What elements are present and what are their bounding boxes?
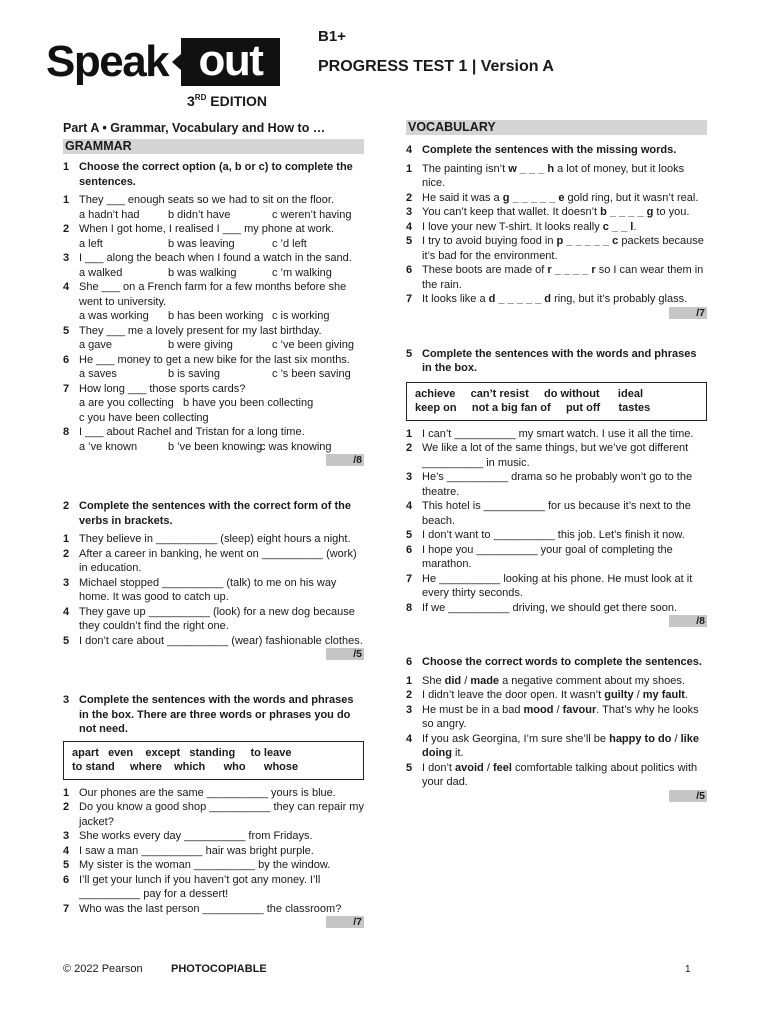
edition-label [187,93,267,109]
list-item [63,800,364,829]
item-text: I hope you __________ your goal of completing the marathon. [422,543,673,570]
choice-separator: / [483,761,493,774]
item-text: ring, but it’s probably glass. [551,293,688,305]
item-number: 5 [406,761,413,774]
option-c[interactable]: c ’d left [272,237,307,250]
list-item [406,220,707,235]
item-text: He’s __________ drama so he probably won’t go to the theatre. [422,471,693,498]
item-number: 7 [63,382,70,395]
item-number: 7 [406,572,413,585]
list-item [63,532,364,547]
question-number: 5 [406,347,413,360]
item-text: If you ask Georgina, I’m sure she’ll be [422,732,610,745]
item-text: He said it was a [422,191,503,204]
score-box: /8 [669,615,707,627]
option-a[interactable]: a are you collecting [79,397,174,409]
question-4-instruction [406,143,707,158]
list-item [63,324,364,339]
word-choice[interactable]: like doing [422,732,699,759]
option-a[interactable]: a hadn’t had [79,208,140,221]
item-number: 3 [63,576,70,589]
list-item [406,470,707,499]
question-number: 4 [406,144,413,156]
question-5-instruction [406,347,707,376]
list-item [63,222,364,237]
item-number: 2 [406,442,413,454]
word-box-line: achieve can’t resist do without ideal [415,387,644,400]
test-title: PROGRESS TEST 1 | Version A [318,58,554,75]
options [63,396,364,425]
score-box: /7 [669,307,707,319]
question-2-items [63,532,364,648]
item-text: . [684,689,688,701]
list-item [406,162,707,191]
item-text: packets because it’s bad for the environment. [422,235,704,262]
right-column [406,120,707,802]
left-column [63,120,364,928]
score-box: /8 [326,454,364,466]
word-choice[interactable]: mood [523,703,554,716]
item-number: 5 [63,324,70,337]
missing-word-hint: r _ _ _ _ r [547,264,596,276]
choice-separator: / [633,689,643,701]
list-item [63,902,364,917]
list-item [63,858,364,873]
item-number: 1 [63,786,70,799]
list-item [406,732,707,761]
option-b[interactable]: b were giving [168,339,233,351]
item-text: to you. [653,206,690,218]
item-number: 4 [63,844,70,857]
missing-word-hint: d _ _ _ _ _ d [488,293,552,305]
item-number: 3 [406,471,413,483]
item-number: 4 [406,500,413,512]
options [63,338,364,353]
item-text: We like a lot of the same things, but we’ve got different __________ in music. [422,442,689,469]
edition-superscript: RD [194,93,207,102]
item-text: . That’s why he looks so angry. [422,703,699,730]
option-b[interactable]: b didn’t have [168,208,231,221]
list-item [63,193,364,208]
item-text: When I got home, I realised I ___ my phone at work. [79,223,334,235]
item-text: They ___ enough seats so we had to sit on the floor. [79,194,335,206]
q1-item [63,280,364,324]
list-item [406,543,707,572]
edition-number: 3 [187,93,195,109]
item-number: 4 [406,220,413,233]
option-c[interactable]: c is working [272,310,330,322]
item-text: it. [451,747,464,759]
list-item [63,547,364,576]
item-number: 6 [63,353,70,366]
question-5-items [406,427,707,616]
item-number: 3 [406,206,413,218]
option-b[interactable]: b ’ve been knowing [168,440,263,453]
question-6-instruction [406,655,707,670]
word-box-line: to stand where which who whose [72,761,299,773]
list-item [406,499,707,528]
instruction-text: Complete the sentences with the correct form of the verbs in brackets. [79,500,351,527]
instruction-text: Complete the sentences with the words and phrases in the box. [422,347,697,374]
item-number: 1 [63,533,70,545]
word-choice[interactable]: made [470,674,500,687]
option-c[interactable]: c you have been collecting [79,411,209,424]
option-a[interactable]: a gave [79,339,113,351]
item-text: I don’t [422,761,456,774]
question-3-items [63,786,364,917]
item-text: He must be in a bad [422,703,524,716]
q1-item [63,324,364,353]
item-number: 2 [63,801,70,813]
option-b[interactable]: b is saving [168,368,220,380]
item-text: She ___ on a French farm for a few months before she went to university. [79,281,347,308]
word-box [63,741,364,780]
item-text: I didn’t leave the door open. It wasn’t [422,689,605,701]
speakout-logo [46,38,280,88]
option-a[interactable]: a was working [79,310,149,322]
item-number: 2 [63,547,70,560]
item-text: I ___ along the beach when I found a watch in the sand. [79,252,352,264]
question-1-items [63,193,364,382]
item-text: I don’t care about __________ (wear) fashionable clothes. [79,634,363,647]
item-text: I’ll get your lunch if you haven’t got any money. I’ll __________ pay for a dessert! [79,873,321,900]
question-number: 6 [406,656,413,668]
option-b[interactable]: b has been working [168,310,264,322]
missing-word-hint: c _ _ l [602,220,634,233]
list-item [406,205,707,220]
list-item [406,601,707,616]
instruction-text: Choose the correct words to complete the sentences. [422,656,702,668]
item-number: 4 [63,605,70,618]
options [63,309,364,324]
options [63,367,364,382]
logo-out-badge: out [181,38,280,86]
option-a[interactable]: a ’ve known [79,440,138,453]
missing-word-hint: w _ _ _ h [508,162,555,175]
item-text: I try to avoid buying food in [422,235,557,247]
question-2-instruction [63,499,364,528]
item-text: Michael stopped __________ (talk) to me on his way home. It was good to catch up. [79,576,337,603]
question-1-instruction [63,160,364,189]
item-text: I don’t want to __________ this job. Let’s finish it now. [422,529,685,541]
word-box-line: keep on not a big fan of put off tastes [415,402,651,414]
score-box: /7 [326,916,364,928]
list-item [63,280,364,309]
list-item [406,761,707,790]
page-number: 1 [685,964,691,975]
options [63,440,364,455]
word-choice[interactable]: did [444,674,462,687]
item-text: a lot of money, but it looks nice. [422,162,685,189]
q1-item [63,193,364,222]
list-item [63,844,364,859]
item-number: 4 [63,281,70,293]
item-text: so I can wear them in the rain. [422,264,704,291]
word-choice[interactable]: avoid [455,761,484,774]
list-item [63,576,364,605]
item-text: These boots are made of [422,264,548,276]
item-number: 8 [63,426,70,438]
option-c[interactable]: c ’ve been giving [272,339,354,351]
item-number: 6 [63,873,70,886]
option-b[interactable]: b have you been collecting [182,397,314,409]
option-c[interactable]: c weren’t having [272,208,352,221]
list-item [63,605,364,634]
option-c[interactable]: c ’m walking [272,266,332,279]
option-a[interactable]: a left [79,237,103,250]
word-choice[interactable]: guilty [604,689,634,701]
word-choice[interactable]: feel [492,761,512,774]
choice-separator: / [553,703,563,716]
list-item [406,263,707,292]
word-box [406,382,707,421]
item-text: They believe in __________ (sleep) eight hours a night. [79,533,351,545]
item-text: They gave up __________ (look) for a new dog because they couldn’t find the right one. [79,605,355,632]
item-text: They ___ me a lovely present for my last birthday. [79,324,322,337]
item-number: 7 [406,293,413,305]
options [63,237,364,252]
item-text: She works every day __________ from Fridays. [79,830,313,842]
list-item [63,353,364,368]
list-item [406,441,707,470]
item-text: I saw a man __________ hair was bright purple. [79,844,314,857]
item-number: 5 [63,859,70,871]
item-number: 6 [406,264,413,276]
item-number: 1 [406,674,413,687]
q1-item [63,353,364,382]
list-item [406,427,707,442]
item-number: 3 [406,703,413,716]
q1-item-7 [63,382,364,426]
item-text: She [422,674,445,687]
item-text: I love your new T-shirt. It looks really [422,220,603,233]
photocopiable-label: PHOTOCOPIABLE [171,963,267,975]
item-text: My sister is the woman __________ by the window. [79,859,331,871]
item-number: 5 [63,634,70,647]
option-a[interactable]: a walked [79,266,123,279]
item-text: How long ___ those sports cards? [79,382,246,395]
item-number: 2 [406,689,413,701]
instruction-text: Complete the sentences with the words and phrases in the box. There are three words or phrases you do not need. [79,694,354,735]
item-text: If we __________ driving, we should get there soon. [422,601,678,614]
item-number: 8 [406,601,413,614]
item-text: I ___ about Rachel and Tristan for a long time. [79,426,305,438]
list-item [63,634,364,649]
item-number: 2 [63,223,70,235]
item-number: 2 [406,191,413,204]
item-number: 1 [63,194,70,206]
choice-separator: / [461,674,471,687]
option-c[interactable]: c ’s been saving [272,368,351,380]
list-item [406,688,707,703]
list-item [406,528,707,543]
item-number: 6 [406,543,413,556]
options [63,266,364,281]
question-number: 2 [63,500,70,512]
word-box-line: apart even except standing to leave [72,746,292,759]
question-3-instruction [63,693,364,737]
q1-item [63,251,364,280]
item-text: comfortable talking about politics with your dad. [422,761,698,788]
item-number: 7 [63,902,70,915]
word-choice[interactable]: happy to do [609,732,672,745]
item-number: 5 [406,235,413,247]
item-number: 1 [406,162,413,175]
item-number: 5 [406,529,413,541]
item-text: You can’t keep that wallet. It doesn’t [422,206,601,218]
question-number: 3 [63,694,70,706]
option-a[interactable]: a saves [79,368,117,380]
list-item [63,829,364,844]
list-item [63,873,364,902]
copyright: © 2022 Pearson [63,963,143,975]
item-text: He ___ money to get a new bike for the last six months. [79,353,350,366]
list-item [406,292,707,307]
score-box: /5 [326,648,364,660]
question-4-items [406,162,707,307]
missing-word-hint: g _ _ _ _ _ e [502,191,565,204]
list-item [63,425,364,440]
grammar-section-bar: GRAMMAR [63,139,364,154]
item-text: . [633,220,637,233]
item-text: He __________ looking at his phone. He must look at it every thirty seconds. [422,572,693,599]
vocabulary-section-bar: VOCABULARY [406,120,707,135]
item-text: Do you know a good shop __________ they can repair my jacket? [79,801,364,828]
instruction-text: Complete the sentences with the missing words. [422,144,677,156]
option-b[interactable]: b was walking [168,266,237,279]
footer [63,962,267,977]
word-choice[interactable]: favour [562,703,597,716]
list-item [406,191,707,206]
item-number: 1 [406,427,413,440]
option-b[interactable]: b was leaving [168,237,235,250]
item-text: I can’t __________ my smart watch. I use it all the time. [422,427,694,440]
score-box: /5 [669,790,707,802]
item-text: After a career in banking, he went on __________ (work) in education. [79,547,357,574]
logo-speak-text: Speak [46,37,169,86]
missing-word-hint: p _ _ _ _ _ c [556,235,619,247]
missing-word-hint: b _ _ _ _ g [600,206,654,218]
item-number: 3 [63,252,70,264]
list-item [63,382,364,397]
item-text: a negative comment about my shoes. [499,674,685,687]
list-item [406,703,707,732]
item-text: It looks like a [422,293,489,305]
option-c[interactable]: c was knowing [260,440,332,453]
list-item [63,251,364,266]
list-item [63,786,364,801]
list-item [406,572,707,601]
item-number: 3 [63,830,70,842]
word-choice[interactable]: my fault [642,689,685,701]
choice-separator: / [671,732,681,745]
item-text: This hotel is __________ for us because it’s next to the beach. [422,500,691,527]
q1-item [63,222,364,251]
q1-item-8 [63,425,364,454]
item-text: gold ring, but it wasn’t real. [564,191,699,204]
item-text: The painting isn’t [422,162,509,175]
instruction-text: Choose the correct option (a, b or c) to complete the sentences. [79,161,353,188]
item-text: Who was the last person __________ the classroom? [79,902,342,915]
edition-word: EDITION [210,93,268,109]
list-item [406,674,707,689]
question-number: 1 [63,161,70,173]
question-6-items [406,674,707,790]
level-label: B1+ [318,28,346,45]
options [63,208,364,223]
item-text: Our phones are the same __________ yours is blue. [79,786,336,799]
item-number: 4 [406,732,413,745]
part-title: Part A • Grammar, Vocabulary and How to … [63,121,326,135]
list-item [406,234,707,263]
